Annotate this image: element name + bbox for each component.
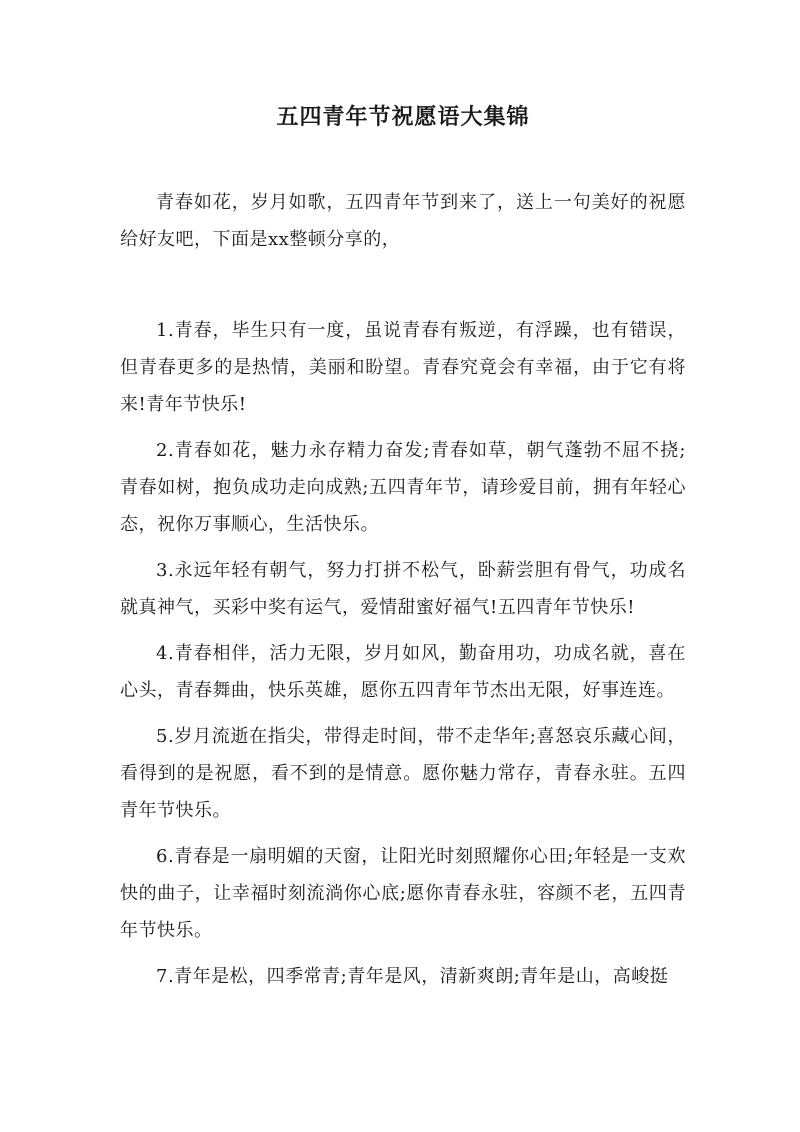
wish-item-1: 1.青春，毕生只有一度，虽说青春有叛逆，有浮躁，也有错误，但青春更多的是热情，美丽和盼望。青春究竟会有幸福，由于它有将来!青年节快乐! <box>120 320 686 415</box>
wish-item-4: 4.青春相伴，活力无限，岁月如风，勤奋用功，功成名就，喜在心头，青春舞曲，快乐英雄，愿你五四青年节杰出无限，好事连连。 <box>120 643 686 701</box>
intro-paragraph: 青春如花，岁月如歌，五四青年节到来了，送上一句美好的祝愿给好友吧，下面是xx整顿分享的， <box>120 192 686 250</box>
wish-item-3: 3.永远年轻有朝气，努力打拼不松气，卧薪尝胆有骨气，功成名就真神气，买彩中奖有运气，爱情甜蜜好福气!五四青年节快乐! <box>120 560 686 618</box>
wishes-list <box>120 312 686 1004</box>
intro-section <box>120 184 686 267</box>
wish-item-7: 7.青年是松，四季常青;青年是风，清新爽朗;青年是山，高峻挺 <box>156 966 669 987</box>
wish-item-6: 6.青春是一扇明媚的天窗，让阳光时刻照耀你心田;年轻是一支欢快的曲子，让幸福时刻流淌你心底;愿你青春永驻，容颜不老，五四青年节快乐。 <box>120 846 686 941</box>
document-title: 五四青年节祝愿语大集锦 <box>276 104 530 130</box>
wish-item-2: 2.青春如花，魅力永存精力奋发;青春如草，朝气蓬勃不屈不挠;青春如树，抱负成功走向成熟;五四青年节，请珍爱目前，拥有年轻心态，祝你万事顺心，生活快乐。 <box>120 440 686 535</box>
wish-item-5: 5.岁月流逝在指尖，带得走时间，带不走华年;喜怒哀乐藏心间，看得到的是祝愿，看不到的是情意。愿你魅力常存，青春永驻。五四青年节快乐。 <box>120 726 686 821</box>
